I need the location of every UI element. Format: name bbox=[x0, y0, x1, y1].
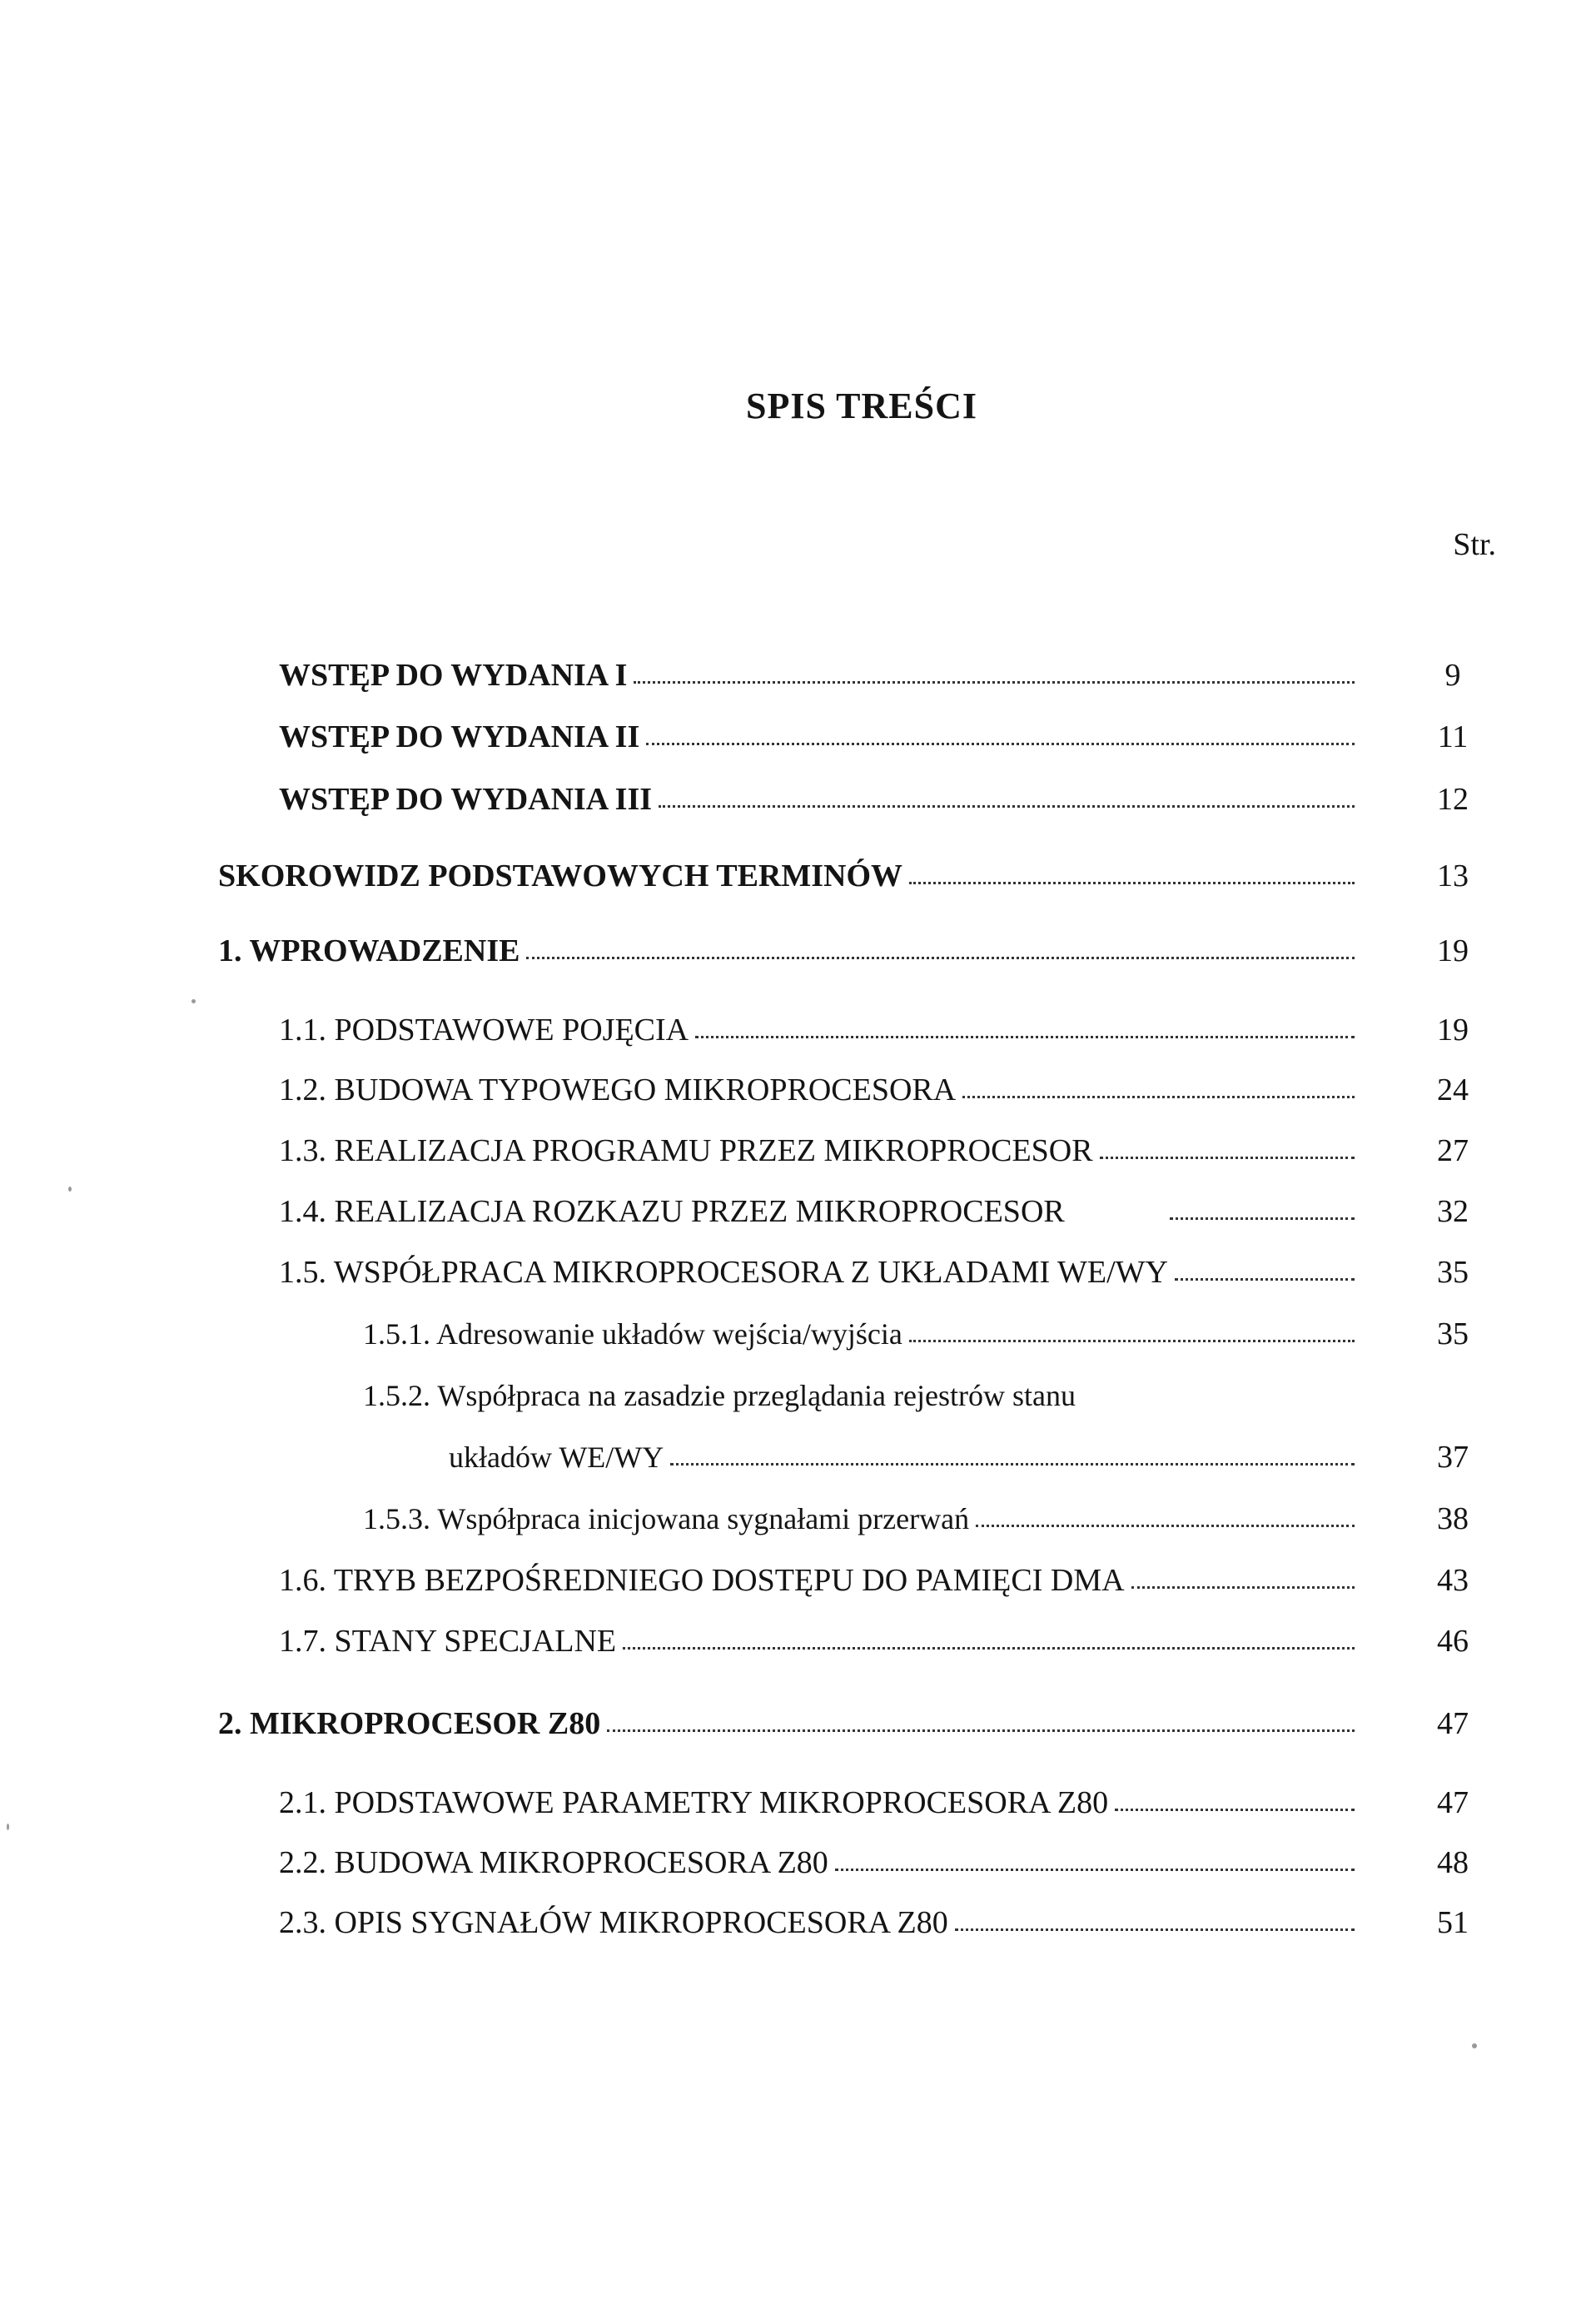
toc-entry-title: 1.4. REALIZACJA ROZKAZU PRZEZ MIKROPROCESOR bbox=[279, 1191, 1070, 1232]
toc-entry-page: 35 bbox=[1437, 1316, 1469, 1351]
toc-entry-title: 1.3. REALIZACJA PROGRAMU PRZEZ MIKROPROCESOR bbox=[279, 1130, 1098, 1172]
toc-entry-title: 1. WPROWADZENIE bbox=[218, 930, 525, 972]
dot-leader bbox=[607, 1729, 1355, 1732]
toc-section bbox=[279, 1560, 1478, 1601]
dot-leader bbox=[670, 1463, 1355, 1466]
scan-speck bbox=[191, 999, 196, 1003]
dot-leader bbox=[623, 1647, 1355, 1650]
page-title: SPIS TREŚCI bbox=[746, 386, 977, 426]
toc-section bbox=[279, 1130, 1478, 1172]
toc-entry-page: 37 bbox=[1437, 1440, 1469, 1475]
toc-entry-title: układów WE/WY bbox=[449, 1436, 669, 1478]
toc-entry-page: 51 bbox=[1437, 1905, 1469, 1940]
scan-speck bbox=[7, 1824, 9, 1830]
toc-entry-page: 47 bbox=[1437, 1785, 1469, 1820]
toc-section bbox=[279, 1620, 1478, 1662]
toc-entry-page: 19 bbox=[1437, 933, 1469, 968]
toc-entry bbox=[279, 779, 1478, 820]
dot-leader bbox=[1131, 1586, 1355, 1589]
toc-section bbox=[279, 1902, 1478, 1943]
dot-leader bbox=[634, 681, 1355, 684]
toc-section bbox=[279, 1069, 1478, 1111]
toc-entry-title: WSTĘP DO WYDANIA III bbox=[279, 779, 657, 820]
toc-entry-page: 9 bbox=[1444, 658, 1461, 693]
toc-section bbox=[279, 1252, 1478, 1293]
toc-chapter bbox=[218, 1703, 1478, 1744]
dot-leader bbox=[1115, 1809, 1355, 1811]
toc-subsection bbox=[363, 1498, 1478, 1540]
toc-entry-page: 35 bbox=[1437, 1255, 1469, 1290]
toc-subsection-continuation bbox=[449, 1436, 1478, 1478]
toc-section bbox=[279, 1009, 1478, 1051]
toc-entry-page: 11 bbox=[1437, 719, 1469, 754]
toc-entry-page: 13 bbox=[1437, 858, 1469, 893]
dot-leader bbox=[909, 1340, 1355, 1342]
toc-section bbox=[279, 1842, 1478, 1884]
toc-entry bbox=[218, 855, 1478, 897]
dot-leader bbox=[955, 1928, 1355, 1931]
toc-chapter bbox=[218, 930, 1478, 972]
toc-entry-title: 2. MIKROPROCESOR Z80 bbox=[218, 1703, 605, 1744]
toc-entry-title: 1.5.1. Adresowanie układów wejścia/wyjścia bbox=[363, 1313, 907, 1355]
dot-leader bbox=[695, 1036, 1355, 1038]
toc-entry-title: SKOROWIDZ PODSTAWOWYCH TERMINÓW bbox=[218, 855, 907, 897]
toc-entry-title: 1.1. PODSTAWOWE POJĘCIA bbox=[279, 1009, 694, 1051]
toc-subsection bbox=[363, 1375, 1478, 1416]
scan-speck bbox=[1472, 2043, 1477, 2048]
scan-speck bbox=[68, 1187, 72, 1192]
toc-subsection bbox=[363, 1313, 1478, 1355]
toc-entry-page: 43 bbox=[1437, 1563, 1469, 1598]
toc-entry-title: 1.7. STANY SPECJALNE bbox=[279, 1620, 621, 1662]
toc-entry-title: WSTĘP DO WYDANIA II bbox=[279, 716, 644, 758]
toc-entry-title: 1.5. WSPÓŁPRACA MIKROPROCESORA Z UKŁADAMI WE/WY bbox=[279, 1252, 1173, 1293]
dot-leader bbox=[659, 805, 1355, 808]
toc-entry bbox=[279, 716, 1478, 758]
toc-entry-page: 24 bbox=[1437, 1072, 1469, 1107]
toc-entry-title: 1.5.2. Współpraca na zasadzie przeglądania rejestrów stanu bbox=[363, 1375, 1081, 1416]
dot-leader bbox=[835, 1869, 1355, 1871]
toc-entry-page: 12 bbox=[1437, 782, 1469, 817]
toc-entry-title: 1.2. BUDOWA TYPOWEGO MIKROPROCESORA bbox=[279, 1069, 961, 1111]
toc-entry-title: 1.6. TRYB BEZPOŚREDNIEGO DOSTĘPU DO PAMIĘCI DMA bbox=[279, 1560, 1130, 1601]
toc-entry-title: 2.1. PODSTAWOWE PARAMETRY MIKROPROCESORA Z80 bbox=[279, 1782, 1113, 1824]
toc-entry bbox=[279, 654, 1478, 696]
toc-entry-page: 27 bbox=[1437, 1133, 1469, 1168]
dot-leader bbox=[976, 1525, 1355, 1527]
page-column-label: Str. bbox=[1453, 527, 1496, 562]
toc-entry-title: 1.5.3. Współpraca inicjowana sygnałami przerwań bbox=[363, 1498, 974, 1540]
toc-entry-page: 38 bbox=[1437, 1501, 1469, 1536]
toc-section bbox=[279, 1191, 1478, 1232]
dot-leader bbox=[526, 957, 1355, 959]
toc-entry-page: 19 bbox=[1437, 1013, 1469, 1048]
dot-leader bbox=[646, 743, 1355, 745]
toc-entry-title: WSTĘP DO WYDANIA I bbox=[279, 654, 632, 696]
toc-entry-title: 2.3. OPIS SYGNAŁÓW MIKROPROCESORA Z80 bbox=[279, 1902, 953, 1943]
toc-entry-page: 48 bbox=[1437, 1845, 1469, 1880]
toc-entry-page: 47 bbox=[1437, 1706, 1469, 1741]
dot-leader bbox=[962, 1096, 1355, 1098]
toc-entry-title: 2.2. BUDOWA MIKROPROCESORA Z80 bbox=[279, 1842, 833, 1884]
dot-leader bbox=[1175, 1278, 1355, 1281]
dot-leader bbox=[909, 882, 1355, 884]
toc-entry-page: 32 bbox=[1437, 1194, 1469, 1229]
dot-leader bbox=[1170, 1217, 1355, 1220]
dot-leader bbox=[1100, 1157, 1355, 1159]
toc-section bbox=[279, 1782, 1478, 1824]
toc-entry-page: 46 bbox=[1437, 1624, 1469, 1659]
